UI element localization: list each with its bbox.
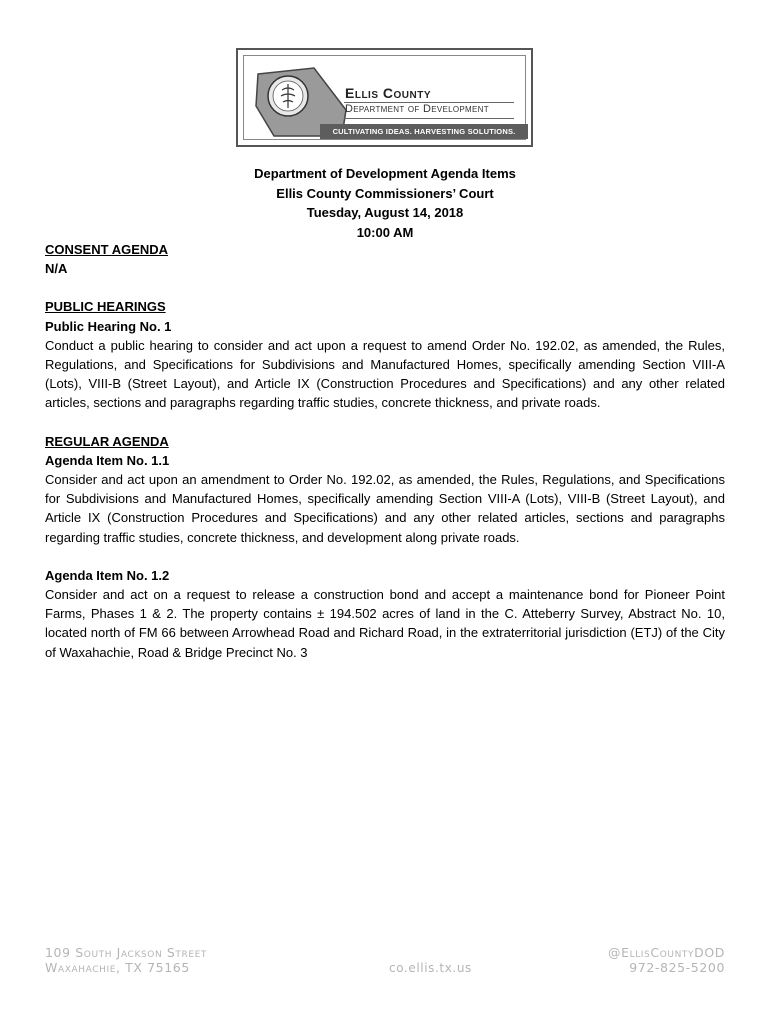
meeting-date: Tuesday, August 14, 2018 <box>306 205 464 220</box>
footer-street: 109 South Jackson Street <box>45 945 208 960</box>
consent-agenda-heading: CONSENT AGENDA <box>45 242 169 257</box>
agenda-item-title: Agenda Item No. 1.2 <box>45 567 170 583</box>
agenda-title: Department of Development Agenda Items <box>254 166 516 181</box>
logo-subtitle: Department of Development <box>345 103 489 115</box>
meeting-time: 10:00 AM <box>356 224 414 240</box>
agenda-item-text: Consider and act upon an amendment to Order No. 192.02, as amended, the Rules, Regulations, and Specifications for Subdivisions and Manufactured Homes, specifically amending Section VIII-A (Lots), VIII-B (Street Layout), and Article IX (Construction Procedures and Specifications) and any other related articles, sections and paragraphs regarding traffic studies, concrete thickness, and development along private roads. <box>45 472 725 545</box>
logo-title: Ellis County <box>345 85 432 101</box>
agenda-header <box>0 164 770 242</box>
footer-contact <box>608 945 725 975</box>
agenda-item-title: Agenda Item No. 1.1 <box>45 452 170 468</box>
public-hearings-heading: PUBLIC HEARINGS <box>45 299 166 315</box>
regular-agenda-heading: REGULAR AGENDA <box>45 433 169 449</box>
public-hearing-title: Public Hearing No. 1 <box>45 318 172 334</box>
agenda-body <box>45 240 725 662</box>
consent-agenda-value: N/A <box>45 261 68 277</box>
footer-address <box>45 945 207 975</box>
footer-social-handle[interactable]: @EllisCountyDOD <box>607 945 725 960</box>
public-hearing-text: Conduct a public hearing to consider and act upon a request to amend Order No. 192.02, as amended, the Rules, Regulations, and Specifications for Subdivisions and Manufactured Homes, specifically amending Section VIII-A (Lots), VIII-B (Street Layout), and Article IX (Construction Procedures and Specifications) and any other related articles, sections and paragraphs regarding traffic studies, concrete thickness, and private roads. <box>45 337 725 411</box>
footer-website[interactable]: co.ellis.tx.us <box>389 961 472 975</box>
court-name: Ellis County Commissioners’ Court <box>276 185 494 201</box>
footer-city: Waxahachie, TX 75165 <box>45 960 190 975</box>
department-logo <box>236 48 533 147</box>
logo-divider-lower <box>344 118 514 119</box>
logo-tagline: CULTIVATING IDEAS. HARVESTING SOLUTIONS. <box>320 124 528 139</box>
footer-phone: 972-825-5200 <box>629 960 725 975</box>
logo-frame <box>243 55 526 140</box>
agenda-item-text: Consider and act on a request to release a construction bond and accept a maintenance bond for Pioneer Point Farms, Phases 1 & 2. The property contains ± 194.502 acres of land in the C. Atteberry Survey, Abstract No. 10, located north of FM 66 between Arrowhead Road and Richard Road, in the extraterritorial jurisdiction (ETJ) of the City of Waxahachie, Road & Bridge Precinct No. 3 <box>45 587 725 660</box>
